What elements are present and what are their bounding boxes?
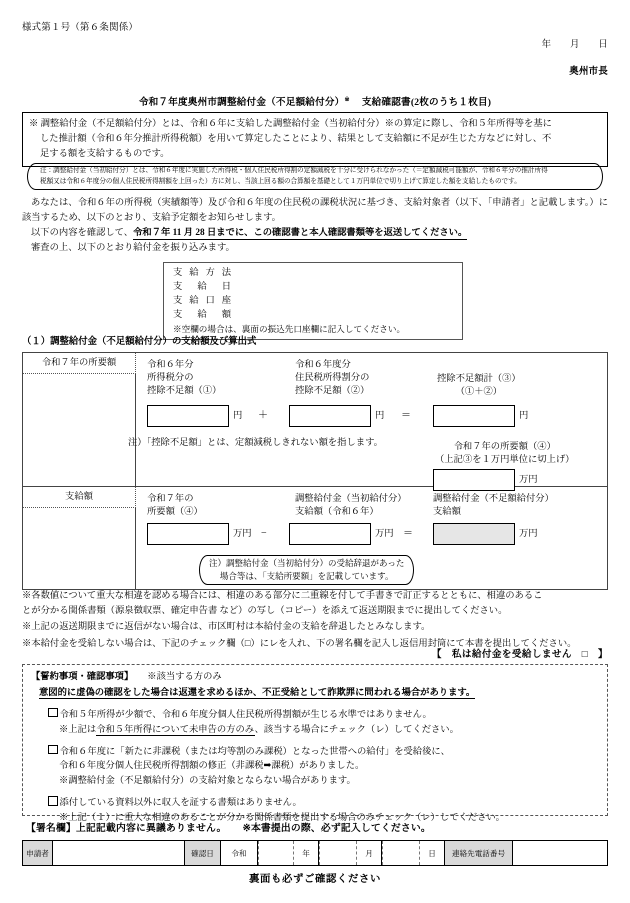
day-label-cell: 日	[420, 841, 445, 865]
input-required-amount-ref[interactable]	[147, 523, 229, 545]
form-number: 様式第１号（第６条関係）	[22, 23, 139, 33]
shortfall-definition-note: 注）「控除不足額」とは、定額減税しきれない額を指します。	[128, 438, 383, 448]
deadline-prefix: 以下の内容を確認して、	[31, 228, 134, 238]
unit-yen-2: 円	[375, 411, 385, 421]
pledge-check-group-2	[48, 745, 599, 790]
pledge-check-1-note-underline: 令和５年所得について未申告の方のみ	[96, 724, 255, 735]
col3-header-row2-line1: 調整給付金（不足額給付分）	[433, 494, 554, 504]
row-label-required-amount: 令和７年の所要額	[23, 353, 136, 374]
pledge-check-2-line2: 令和６年度分個人住民税所得割額の修正（非課税➡課税）がありました。	[59, 761, 365, 772]
col1-header-row2	[147, 493, 203, 519]
year-input[interactable]	[258, 841, 294, 865]
col1-header-line1: 令和６年分	[147, 360, 194, 370]
result-header-row1	[435, 441, 574, 467]
definition-note-line-2: した推計額（令和６年分推計所得税額）を用いて算定したことにより、結果として支給額に不足が生じた方などに対し、不	[40, 134, 552, 145]
col1-header-row2-line2: 所要額（④）	[147, 506, 203, 517]
signature-heading	[26, 822, 431, 836]
year-label-cell: 年	[294, 841, 319, 865]
row-label-payment-amount: 支給額	[23, 487, 136, 508]
deadline-emphasis: 令和７年 11 月 28 日までに、この確認書と本人確認書類等を返送してください。	[133, 228, 468, 238]
col1-header-line3: 控除不足額（①）	[147, 385, 222, 396]
pledge-check-1-label: 令和５年所得が少額で、令和６年度分個人住民税所得割額が生じる水準ではありません。	[59, 709, 432, 720]
col2-header-row1	[295, 359, 369, 397]
payment-amount-row	[173, 308, 462, 322]
applicant-label-cell: 申請者	[23, 841, 53, 865]
date-year-label: 年	[541, 40, 552, 50]
col3-header-row1	[437, 373, 521, 399]
col3-header-line1: 控除不足額計（③）	[437, 374, 521, 384]
no-reply-note: ※上記の返送期限までに返信がない場合は、市区町村は本給付金の支給を辞退したとみなします。	[22, 622, 431, 632]
col1-header-row2-line1: 令和７年の	[147, 494, 194, 504]
date-entry-line	[542, 39, 608, 53]
pledge-check-2-label: 令和６年度に「新たに非課税（または均等割のみ課税）となった世帯への給付」を受給後に、	[59, 746, 450, 757]
col2-header-line1: 令和６年度分	[295, 360, 351, 370]
col2-header-line2: 住民税所得割分の	[295, 372, 370, 383]
operator-plus: ＋	[258, 410, 268, 421]
applicant-name-input[interactable]	[53, 841, 185, 865]
day-input[interactable]	[382, 841, 420, 865]
deadline-paragraph	[22, 226, 608, 241]
addressee: 奥州市長	[569, 67, 608, 77]
month-label-cell: 月	[357, 841, 382, 865]
correction-note	[22, 589, 608, 619]
decline-instruction-note: ※本給付金を受給しない場合は、下記のチェック欄（□）にレを入れ、下の署名欄を記入し返信用封筒にて本書を提出してください。	[22, 639, 577, 649]
footnote-line-1: 注：調整給付金（当初給付分）とは、令和６年度に実施した所得税・個人住民税所得割の定額減税を十分に受けられなかった（＝定額減税可能額が、令和６年分の推計所得	[40, 167, 548, 174]
payment-method-row	[173, 266, 462, 280]
pledge-check-3-label: 添付している資料以外に収入を証する書類はありません。	[59, 798, 302, 809]
operator-minus: −	[261, 528, 267, 539]
row-label-stem	[23, 374, 136, 486]
payment-account-row	[173, 294, 462, 308]
footer-note: 裏面も必ずご確認ください	[249, 874, 381, 885]
page-title-sub: 支給確認書(2枚のうち１枚目)	[361, 97, 492, 109]
correction-note-line1: ※各数値について重大な相違を認める場合には、相違のある部分に二重線を付して手書きで訂正するとともに、相違のあるこ	[22, 591, 543, 601]
payment-account-label: 支給口座	[173, 296, 231, 307]
page-title-main: 令和７年度奥州市調整給付金（不足額給付分）	[138, 97, 345, 109]
review-paragraph: 審査の上、以下のとおり給付金を振り込みます。	[31, 243, 235, 253]
payment-date-row	[173, 280, 462, 294]
unit-manen-1: 万円	[233, 529, 252, 539]
input-initial-payment-amount[interactable]	[289, 523, 371, 545]
definition-note-line-1: ※ 調整給付金（不足額給付分）とは、令和６年に支給した調整給付金（当初給付分）※の算定に際し、令和５年所得等を基に	[29, 119, 552, 129]
checkbox-icon-3[interactable]	[48, 796, 58, 806]
col2-header-row2-line1: 調整給付金（当初給付分）	[295, 494, 407, 504]
payment-blank-hint: ※空欄の場合は、裏面の振込先口座欄に記入してください。	[173, 323, 406, 334]
bracket-note-line1: 注）調整給付金（当初給付分）の受給辞退があった	[209, 558, 405, 568]
payment-amount-label: 支給額	[173, 310, 231, 321]
pledge-check-1[interactable]	[48, 708, 599, 723]
unit-manen-result: 万円	[519, 475, 538, 485]
input-residence-tax-shortfall[interactable]	[289, 405, 371, 427]
footnote-line-2: 税額又は令和６年度分の個人住民税所得割額を上回った）方に対し、当該上回る額の合算額を基礎として１万円単位で切り上げて算定した額を支給したものです。	[40, 177, 521, 185]
col3-header-row2-line2: 支給額	[433, 506, 461, 517]
unit-yen-1: 円	[233, 411, 243, 421]
pledge-check-3[interactable]	[48, 796, 599, 811]
input-total-shortfall[interactable]	[433, 405, 515, 427]
pledge-check-2[interactable]	[48, 745, 599, 760]
telephone-input[interactable]	[513, 841, 607, 865]
date-month-label: 月	[569, 40, 580, 50]
signature-table	[22, 840, 608, 866]
calculation-row-required-amount	[23, 353, 607, 487]
row-label-stem-2	[23, 508, 136, 589]
section-1-heading: （１）調整給付金（不足額給付分）の支給額及び算出式	[22, 337, 257, 347]
pledge-warning: 意図的に虚偽の確認をした場合は返還を求めるほか、不正受給として詐欺罪に問われる場合があります。	[39, 687, 476, 698]
col3-header-line2: （①＋②）	[455, 386, 503, 397]
bracket-note-line2: 場合等は、「支給所要額」を記載しています。	[219, 570, 394, 581]
definition-note-line-3: 足する額を支給するものです。	[40, 149, 170, 160]
signature-heading-note: ※本書提出の際、必ず記入してください。	[242, 823, 431, 834]
page-title	[0, 96, 630, 110]
asterisk-superscript-icon: ※	[344, 96, 350, 103]
unit-manen-3: 万円	[519, 529, 538, 539]
col2-header-row2-line2: 支給額（令和６年）	[295, 506, 379, 517]
result-header-line1: 令和７年の所要額（④）	[453, 442, 556, 452]
payment-method-label: 支給方法	[173, 268, 231, 278]
decline-checkbox-line[interactable]: 【 私は給付金を受給しません □ 】	[431, 649, 608, 660]
signature-heading-main: 【署名欄】上記記載内容に異議ありません。	[26, 823, 227, 834]
pledge-check-3-note: ※上記（１）に重大な相違のあることが分かる関係書類を提出する場合のみチェック（レ）してください。	[59, 813, 505, 823]
intro-paragraph: あなたは、令和６年の所得税（実績額等）及び令和６年度の住民税の課税状況に基づき、支給対象者（以下、「申請者」と記載します。）に該当するため、以下のとおり、支給予定額をお知らせします。	[22, 198, 608, 224]
operator-equal-2: ＝	[403, 528, 413, 539]
era-label-cell: 令和	[221, 841, 258, 865]
result-header-line2: （上記③を１万円単位に切上げ）	[435, 454, 575, 465]
calculation-table	[22, 352, 608, 590]
operator-equal-1: ＝	[401, 410, 411, 421]
input-income-tax-shortfall[interactable]	[147, 405, 229, 427]
pledge-check-1-note: ※上記は令和５年所得について未申告の方のみ、該当する場合にチェック（レ）してください。	[59, 724, 459, 735]
unit-manen-2: 万円	[375, 529, 394, 539]
calculation-row-payment-amount	[23, 487, 607, 589]
pledge-title: 【誓約事項・確認事項】	[31, 672, 134, 682]
correction-note-line2: とが分かる関係書類（源泉徴収票、確定申告書 など）の写し（コピー）を添えて返送期限までに提出してください。	[22, 605, 508, 616]
pledge-check-2-line3: ※調整給付金（不足額給付分）の支給対象とならない場合があります。	[59, 776, 356, 787]
payment-details-box	[163, 262, 463, 340]
month-input[interactable]	[319, 841, 357, 865]
footnote-rounded-box	[27, 163, 603, 190]
pledge-check-group-1	[48, 708, 599, 738]
telephone-label-cell: 連絡先電話番号	[445, 841, 513, 865]
confirm-date-label-cell: 確認日	[185, 841, 221, 865]
col2-header-row2	[295, 493, 407, 519]
pledge-title-note: ※該当する方のみ	[147, 672, 222, 682]
definition-note-box	[22, 112, 608, 167]
input-shortfall-payment-amount[interactable]	[433, 523, 515, 545]
col1-header-row1	[147, 359, 221, 397]
col1-header-line2: 所得税分の	[147, 372, 194, 383]
initial-payment-declined-note	[199, 555, 414, 585]
date-day-label: 日	[598, 40, 608, 50]
payment-date-label: 支給日	[173, 282, 231, 293]
pledge-confirmation-box	[22, 664, 608, 823]
checkbox-icon-1[interactable]	[48, 708, 58, 718]
col3-header-row2	[433, 493, 554, 519]
unit-yen-3: 円	[519, 411, 529, 421]
col2-header-line3: 控除不足額（②）	[295, 385, 370, 396]
checkbox-icon-2[interactable]	[48, 745, 58, 755]
